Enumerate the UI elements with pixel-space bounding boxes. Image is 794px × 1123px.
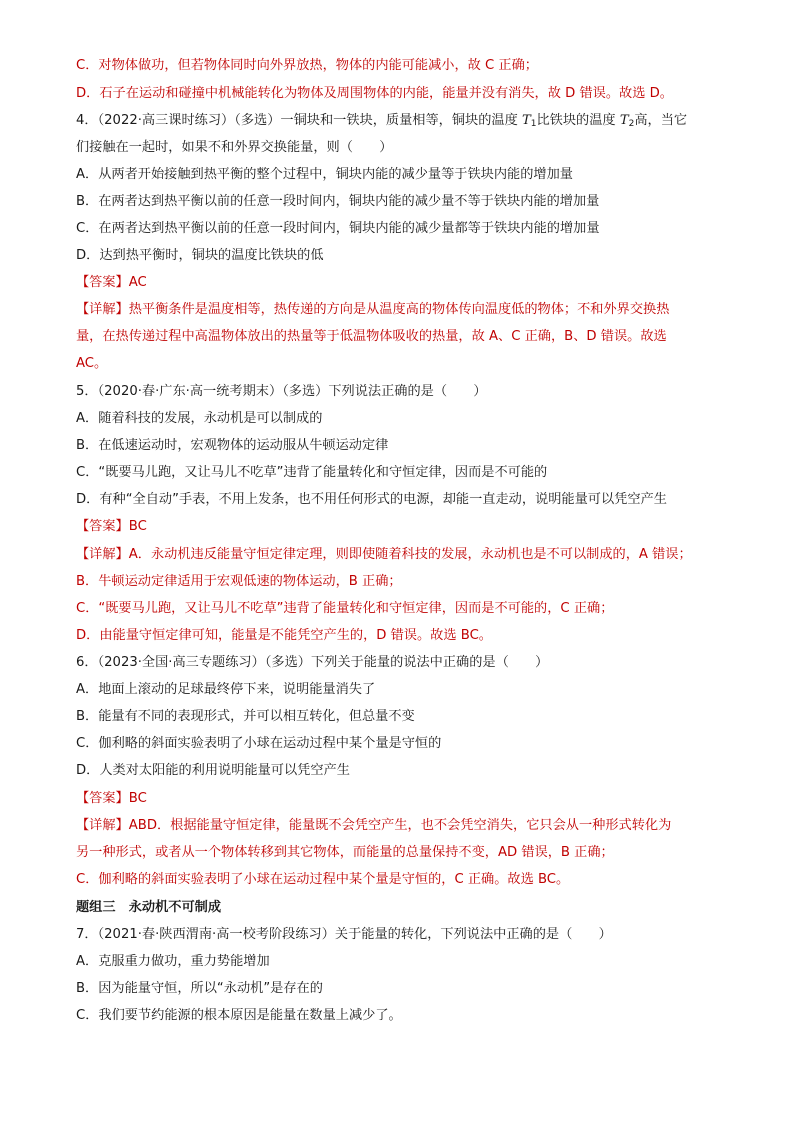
question-6-option-b: B．能量有不同的表现形式，并可以相互转化，但总量不变	[76, 709, 415, 724]
question-6-detail-1	[76, 816, 671, 836]
question-7-option-b: B．因为能量守恒，所以“永动机”是存在的	[76, 981, 323, 996]
question-6-stem: 6．（2023·全国·高三专题练习）（多选）下列关于能量的说法中正确的是（ ）	[76, 655, 549, 670]
question-5-option-a: A．随着科技的发展，永动机是可以制成的	[76, 411, 323, 426]
question-4-text-b: 比铁块的温度	[536, 113, 620, 128]
question-6-option-d: D．人类对太阳能的利用说明能量可以凭空产生	[76, 763, 350, 778]
question-5-answer	[76, 517, 147, 537]
question-7-option-a: A．克服重力做功，重力势能增加	[76, 954, 270, 969]
question-4-detail-3: AC。	[76, 356, 108, 371]
question-5-option-d: D．有种“全自动”手表，不用上发条，也不用任何形式的电源，却能一直走动，说明能量可以凭空产生	[76, 492, 667, 507]
question-7-stem: 7．（2021·春·陕西渭南·高一校考阶段练习）关于能量的转化，下列说法中正确的是（ ）	[76, 927, 612, 942]
detail-text: ABD．根据能量守恒定律，能量既不会凭空产生，也不会凭空消失，它只会从一种形式转化为	[128, 818, 672, 833]
question-4-option-c: C．在两者达到热平衡以前的任意一段时间内，铜块内能的减少量都等于铁块内能的增加量	[76, 221, 600, 236]
t1-symbol: T	[521, 113, 531, 128]
question-5-detail-1	[76, 545, 692, 565]
prev-detail-line-d: D．石子在运动和碰撞中机械能转化为物体及周围物体的内能，能量并没有消失，故 D 错误。故选 D。	[76, 86, 673, 101]
t2-subscript: 2	[628, 119, 635, 129]
question-4-detail-2: 量，在热传递过程中高温物体放出的热量等于低温物体吸收的热量，故 A、C 正确，B、D 错误。故选	[76, 329, 667, 344]
question-6-answer	[76, 789, 147, 809]
section-heading-group-3: 题组三 永动机不可制成	[76, 900, 222, 915]
detail-text: 热平衡条件是温度相等，热传递的方向是从温度高的物体传向温度低的物体；不和外界交换热	[128, 302, 670, 317]
answer-tag: 【答案】	[76, 519, 129, 534]
question-7-option-c: C．我们要节约能源的根本原因是能量在数量上减少了。	[76, 1008, 402, 1023]
question-6-option-a: A．地面上滚动的足球最终停下来，说明能量消失了	[76, 682, 376, 697]
question-5-detail-4: D．由能量守恒定律可知，能量是不能凭空产生的，D 错误。故选 BC。	[76, 628, 492, 643]
question-4-detail-1	[76, 300, 669, 320]
question-6-option-c: C．伽利略的斜面实验表明了小球在运动过程中某个量是守恒的	[76, 736, 442, 751]
question-4-answer	[76, 273, 147, 293]
question-4-text-a: 4．（2022·高三课时练习）（多选）一铜块和一铁块，质量相等，铜块的温度	[76, 113, 522, 128]
question-4-option-b: B．在两者达到热平衡以前的任意一段时间内，铜块内能的减少量不等于铁块内能的增加量	[76, 194, 600, 209]
question-5-detail-3: C．“既要马儿跑，又让马儿不吃草”违背了能量转化和守恒定律，因而是不可能的，C 正确；	[76, 601, 614, 616]
question-5-option-c: C．“既要马儿跑，又让马儿不吃草”违背了能量转化和守恒定律，因而是不可能的	[76, 465, 548, 480]
question-4-option-a: A．从两者开始接触到热平衡的整个过程中，铜块内能的减少量等于铁块内能的增加量	[76, 167, 573, 182]
question-6-detail-3: C．伽利略的斜面实验表明了小球在运动过程中某个量是守恒的，C 正确。故选 BC。	[76, 872, 570, 887]
question-5-stem: 5．（2020·春·广东·高一统考期末）（多选）下列说法正确的是（ ）	[76, 384, 487, 399]
answer-tag: 【答案】	[76, 275, 129, 290]
question-5-option-b: B．在低速运动时，宏观物体的运动服从牛顿运动定律	[76, 438, 389, 453]
t1-subscript: 1	[530, 119, 537, 129]
detail-tag: 【详解】	[76, 547, 129, 562]
question-4-option-d: D．达到热平衡时，铜块的温度比铁块的低	[76, 248, 324, 263]
question-4-stem	[76, 111, 687, 131]
question-5-detail-2: B．牛顿运动定律适用于宏观低速的物体运动，B 正确；	[76, 574, 402, 589]
question-4-stem-cont: 们接触在一起时，如果不和外界交换能量，则（ ）	[76, 140, 393, 155]
detail-text: A．永动机违反能量守恒定律定理，则即使随着科技的发展，永动机也是不可以制成的，A 错误；	[128, 547, 692, 562]
detail-tag: 【详解】	[76, 818, 129, 833]
t2-symbol: T	[619, 113, 629, 128]
question-6-detail-2: 另一种形式，或者从一个物体转移到其它物体，而能量的总量保持不变，AD 错误，B 正确；	[76, 845, 614, 860]
prev-detail-line-c: C．对物体做功，但若物体同时向外界放热，物体的内能可能减小，故 C 正确；	[76, 58, 538, 73]
answer-value: BC	[128, 519, 147, 534]
answer-value: AC	[128, 275, 147, 290]
answer-tag: 【答案】	[76, 791, 129, 806]
question-4-text-c: 高，当它	[634, 113, 688, 128]
detail-tag: 【详解】	[76, 302, 129, 317]
answer-value: BC	[128, 791, 147, 806]
